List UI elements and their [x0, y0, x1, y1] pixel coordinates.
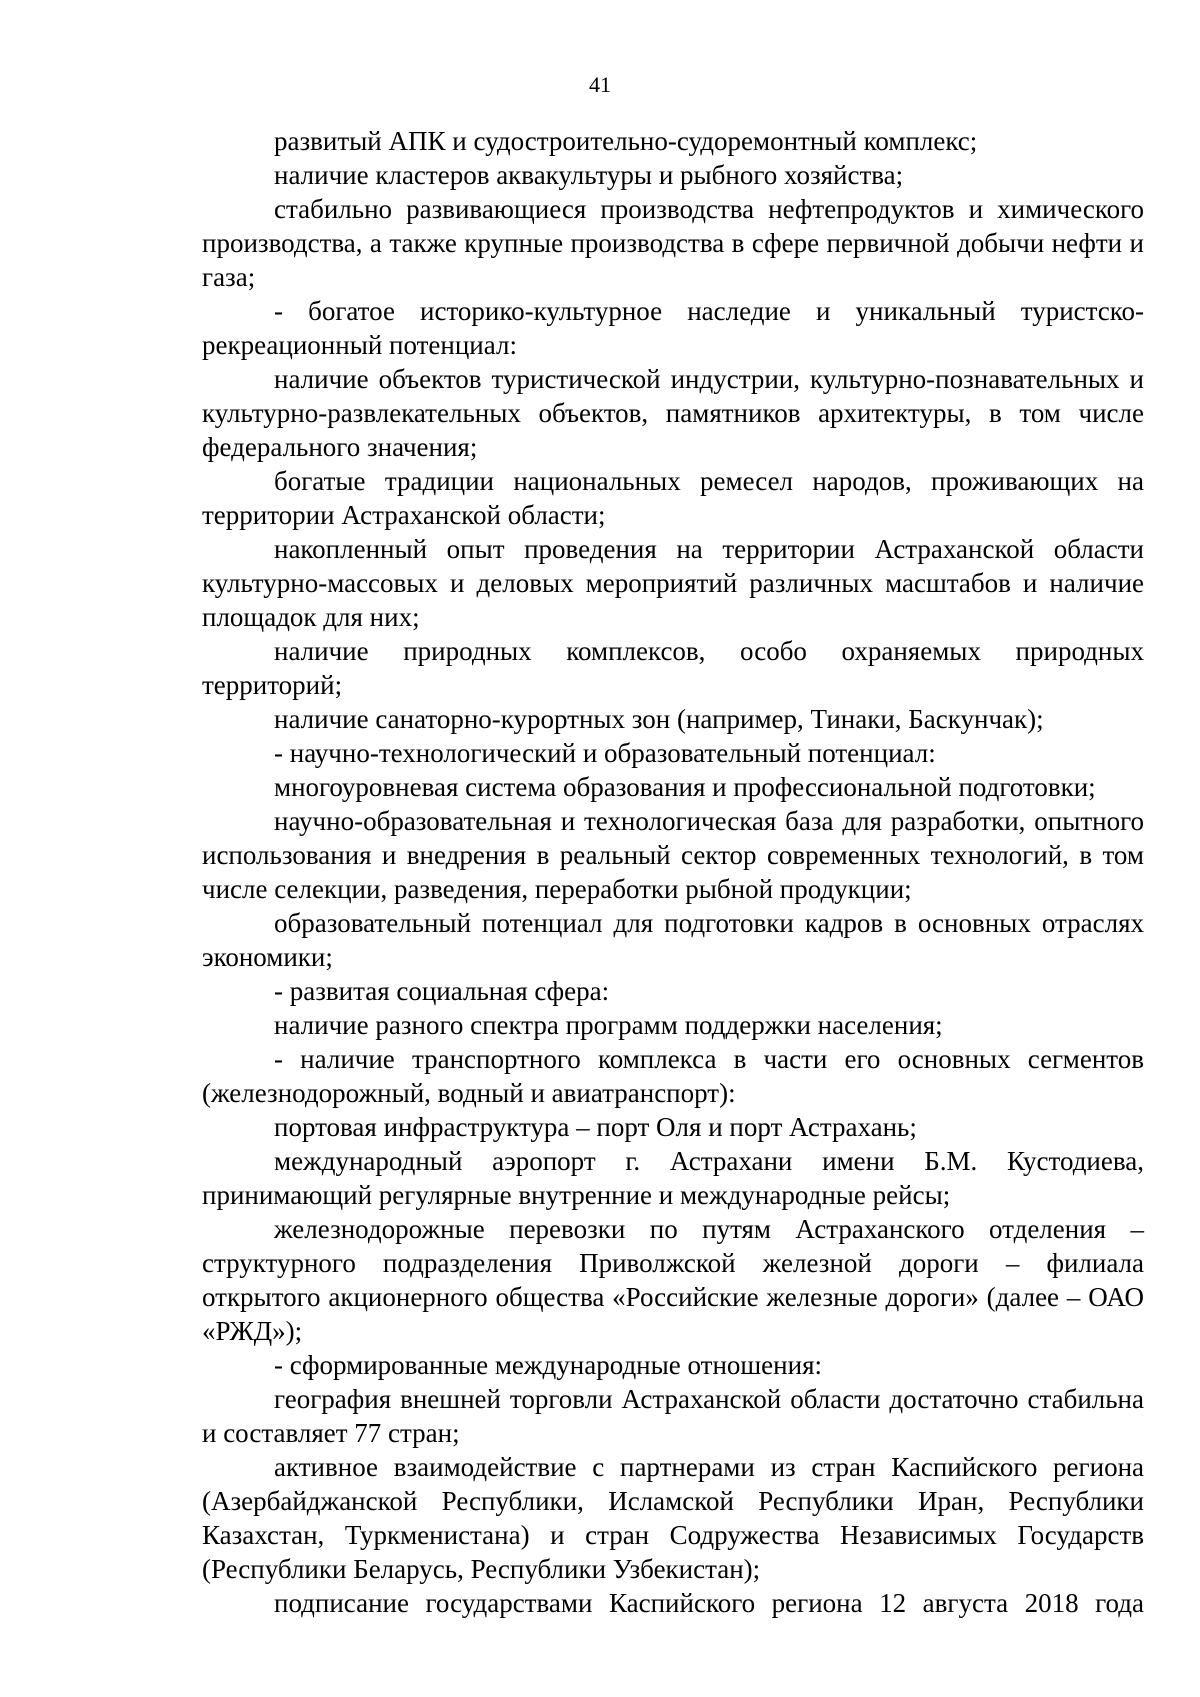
- paragraph: активное взаимодействие с партнерами из стран Каспийского региона (Азербайджанской Республики, Исламской Республики Иран, Республики Казахстан, Туркменистана) и стран Содружества Независимых Государств (Республики Беларусь, Республики Узбекистан);: [202, 1452, 1144, 1584]
- paragraph: наличие санаторно-курортных зон (например, Тинаки, Баскунчак);: [274, 704, 1044, 734]
- paragraph: развитый АПК и судостроительно-судоремонтный комплекс;: [274, 126, 978, 156]
- paragraph: международный аэропорт г. Астрахани имени Б.М. Кустодиева, принимающий регулярные внутренние и международные рейсы;: [202, 1146, 1144, 1210]
- list-item: - сформированные международные отношения:: [274, 1350, 822, 1380]
- paragraph: наличие разного спектра программ поддержки населения;: [274, 1010, 943, 1040]
- paragraph: география внешней торговли Астраханской области достаточно стабильна и составляет 77 стран;: [202, 1384, 1144, 1448]
- paragraph: наличие кластеров аквакультуры и рыбного хозяйства;: [274, 160, 904, 190]
- paragraph: наличие природных комплексов, особо охраняемых природных территорий;: [202, 636, 1144, 700]
- paragraph: богатые традиции национальных ремесел народов, проживающих на территории Астраханской области;: [202, 466, 1144, 530]
- list-item: - научно-технологический и образовательный потенциал:: [274, 738, 936, 768]
- paragraph: накопленный опыт проведения на территории Астраханской области культурно-массовых и деловых мероприятий различных масштабов и наличие площадок для них;: [202, 534, 1144, 632]
- paragraph: научно-образовательная и технологическая база для разработки, опытного использования и внедрения в реальный сектор современных технологий, в том числе селекции, разведения, переработки рыбной продукции;: [202, 806, 1144, 904]
- paragraph: образовательный потенциал для подготовки кадров в основных отраслях экономики;: [202, 908, 1144, 972]
- paragraph: подписание государствами Каспийского региона 12 августа 2018 года: [274, 1588, 1144, 1618]
- list-item: - наличие транспортного комплекса в части его основных сегментов (железнодорожный, водный и авиатранспорт):: [202, 1044, 1144, 1108]
- list-item: - богатое историко-культурное наследие и уникальный туристско-рекреационный потенциал:: [202, 296, 1144, 360]
- page-number: 41: [589, 72, 611, 97]
- paragraph: стабильно развивающиеся производства нефтепродуктов и химического производства, а также крупные производства в сфере первичной добычи нефти и газа;: [202, 194, 1144, 292]
- paragraph: железнодорожные перевозки по путям Астраханского отделения – структурного подразделения Приволжской железной дороги – филиала открытого акционерного общества «Российские железные дороги» (далее – ОАО «РЖД»);: [202, 1214, 1144, 1346]
- paragraph: многоуровневая система образования и профессиональной подготовки;: [274, 772, 1096, 802]
- paragraph: портовая инфраструктура – порт Оля и порт Астрахань;: [274, 1112, 917, 1142]
- paragraph: наличие объектов туристической индустрии, культурно-познавательных и культурно-развлекательных объектов, памятников архитектуры, в том числе федерального значения;: [202, 364, 1144, 462]
- document-body: [202, 124, 1144, 1620]
- list-item: - развитая социальная сфера:: [274, 976, 610, 1006]
